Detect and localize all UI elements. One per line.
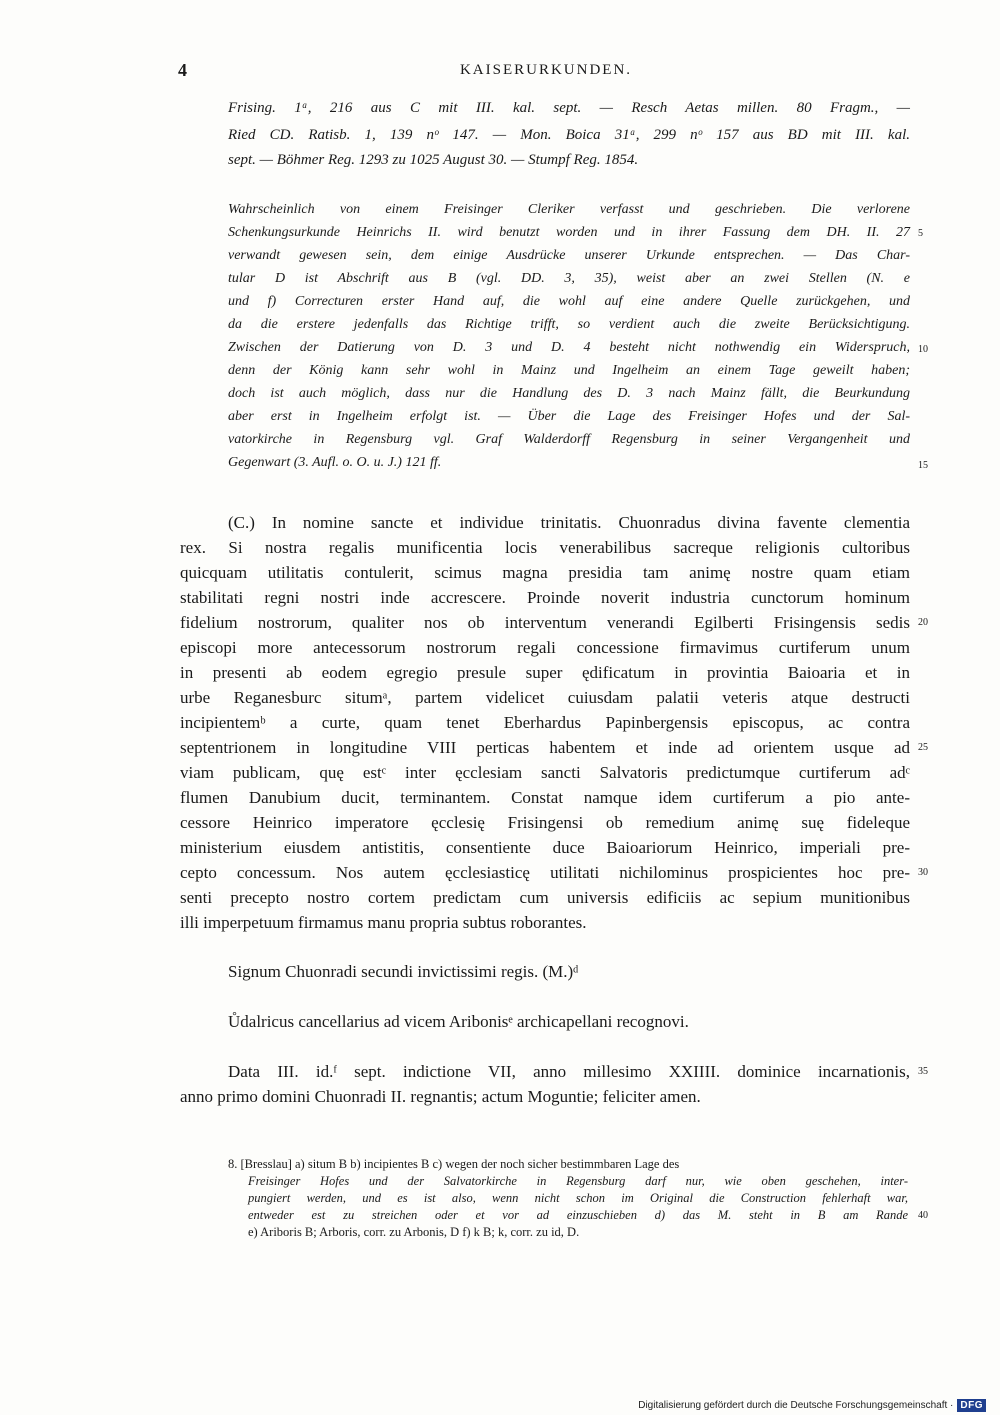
digitization-footer xyxy=(638,1397,986,1413)
margin-number: 30 xyxy=(918,867,928,878)
margin-number: 5 xyxy=(918,228,923,239)
recognition-line: Ůdalricus cancellarius ad vicem Aribonisᵉ archicapellani recognovi. xyxy=(228,1012,689,1031)
sources-line: Ried CD. Ratisb. 1, 139 nᵒ 147. — Mon. Boica 31ᵃ, 299 nᵒ 157 aus BD mit III. kal. xyxy=(228,127,910,143)
margin-number: 20 xyxy=(918,617,928,628)
sources-line: Frising. 1ᵃ, 216 aus C mit III. kal. sept. — Resch Aetas millen. 80 Fragm., — xyxy=(228,100,910,116)
margin-number: 40 xyxy=(918,1210,928,1221)
margin-number: 35 xyxy=(918,1066,928,1077)
footer-text: Digitalisierung gefördert durch die Deutsche Forschungsgemeinschaft · xyxy=(638,1399,954,1411)
charter-line: ministerium eiusdem antistitis, consentiente duce Baioariorum Heinrico, imperiali pre- xyxy=(180,838,910,857)
charter-line: viam publicam, quę estᶜ inter ęcclesiam sancti Salvatoris predictumque curtiferum adᶜ xyxy=(180,763,910,782)
note-line: 8. [Bresslau] a) situm B b) incipientes B c) wegen der noch sicher bestimmbaren Lage des xyxy=(228,1157,680,1171)
charter-line: incipientemᵇ a curte, quam tenet Eberhardus Papinbergensis episcopus, ac contra xyxy=(180,713,910,732)
signum-line: Signum Chuonradi secundi invictissimi regis. (M.)ᵈ xyxy=(228,962,579,981)
charter-line: cepto concessum. Nos autem ęcclesiasticę utilitati nichilominus prospicientes hoc pre- xyxy=(180,863,910,882)
commentary-line: und f) Correcturen erster Hand auf, die wohl auf eine andere Quelle zurückgehen, und xyxy=(228,294,910,309)
commentary-line: denn der König kann sehr wohl in Mainz und Ingelheim an einem Tage geweilt haben; xyxy=(228,363,910,378)
sources-line: sept. — Böhmer Reg. 1293 zu 1025 August 30. — Stumpf Reg. 1854. xyxy=(228,152,639,168)
charter-line: (C.) In nomine sancte et individue trinitatis. Chuonradus divina favente clementia xyxy=(228,513,910,532)
page-number: 4 xyxy=(178,60,187,80)
running-title: KAISERURKUNDEN. xyxy=(459,62,633,78)
commentary-line: Gegenwart (3. Aufl. o. O. u. J.) 121 ff. xyxy=(228,455,442,470)
charter-line: urbe Reganesburc situmᵃ, partem videlicet cuiusdam palatii veteris atque destructi xyxy=(180,688,910,707)
charter-line: quicquam utilitatis contulerit, scimus magna presidia tam animę nostre quam etiam xyxy=(180,563,910,582)
dfg-logo-icon: DFG xyxy=(957,1399,986,1412)
note-line: Freisinger Hofes und der Salvatorkirche in Regensburg darf nur, wie oben geschehen, inter- xyxy=(248,1174,908,1188)
note-line: e) Ariboris B; Arboris, corr. zu Arbonis, D f) k B; k, corr. zu id, D. xyxy=(248,1225,580,1239)
page-header xyxy=(178,60,914,82)
charter-line: septentrionem in longitudine VIII perticas habentem et inde ad orientem usque ad xyxy=(180,738,910,757)
note-line: pungiert werden, und es ist also, wenn nicht schon im Original die Construction fehlerhaft war, xyxy=(248,1191,908,1205)
commentary-line: verwandt gewesen sein, dem einige Ausdrücke unserer Urkunde entsprechen. — Das Char- xyxy=(228,248,910,263)
charter-line: illi imperpetuum firmamus manu propria subtus roborantes. xyxy=(180,913,587,932)
charter-line: flumen Danubium ducit, terminantem. Constat namque idem curtiferum a pio ante- xyxy=(180,788,910,807)
margin-number: 25 xyxy=(918,742,928,753)
charter-line: senti precepto nostro cortem predictam cum universis edificiis ac sepium munitionibus xyxy=(180,888,910,907)
margin-number: 15 xyxy=(918,460,928,471)
commentary-line: aber erst in Ingelheim erfolgt ist. — Über die Lage des Freisinger Hofes und der Sal- xyxy=(228,409,910,424)
charter-line: stabilitati regni nostri inde accrescere. Proinde noverit industria cunctorum hominum xyxy=(180,588,910,607)
dating-line: anno primo domini Chuonradi II. regnantis; actum Moguntie; feliciter amen. xyxy=(180,1087,701,1106)
margin-number: 10 xyxy=(918,344,928,355)
commentary-line: Wahrscheinlich von einem Freisinger Cleriker verfasst und geschrieben. Die verlorene xyxy=(228,202,910,217)
commentary-line: vatorkirche in Regensburg vgl. Graf Walderdorff Regensburg in seiner Vergangenheit und xyxy=(228,432,910,447)
charter-line: fidelium nostrorum, qualiter nos ob interventum venerandi Egilberti Frisingensis sedis xyxy=(180,613,910,632)
charter-line: episcopi more antecessorum nostrorum regali concessione firmavimus curtiferum unum xyxy=(180,638,910,657)
commentary-line: doch ist auch möglich, dass nur die Handlung des D. 3 nach Mainz fällt, die Beurkundung xyxy=(228,386,910,401)
charter-line: cessore Heinrico imperatore ęcclesię Frisingensi ob remedium animę suę fideleque xyxy=(180,813,910,832)
commentary-line: Schenkungsurkunde Heinrichs II. wird benutzt worden und in ihrer Fassung dem DH. II. 27 xyxy=(228,225,910,240)
commentary-line: da die erstere jedenfalls das Richtige trifft, so verdient auch die zweite Berücksichtigung. xyxy=(228,317,910,332)
commentary-line: tular D ist Abschrift aus B (vgl. DD. 3, 35), weist aber an zwei Stellen (N. e xyxy=(228,271,910,286)
dating-line: Data III. id.ᶠ sept. indictione VII, anno millesimo XXIIII. dominice incarnationis, xyxy=(228,1062,910,1081)
note-line: entweder est zu streichen oder et vor ad einzuschieben d) das M. steht in B am Rande xyxy=(248,1208,908,1222)
charter-line: in presenti ab eodem egregio presule super ędificatum in provintia Baioaria et in xyxy=(180,663,910,682)
commentary-line: Zwischen der Datierung von D. 3 und D. 4 besteht nicht nothwendig ein Widerspruch, xyxy=(228,340,910,355)
charter-line: rex. Si nostra regalis munificentia locis venerabilibus sacreque religionis cultoribus xyxy=(180,538,910,557)
